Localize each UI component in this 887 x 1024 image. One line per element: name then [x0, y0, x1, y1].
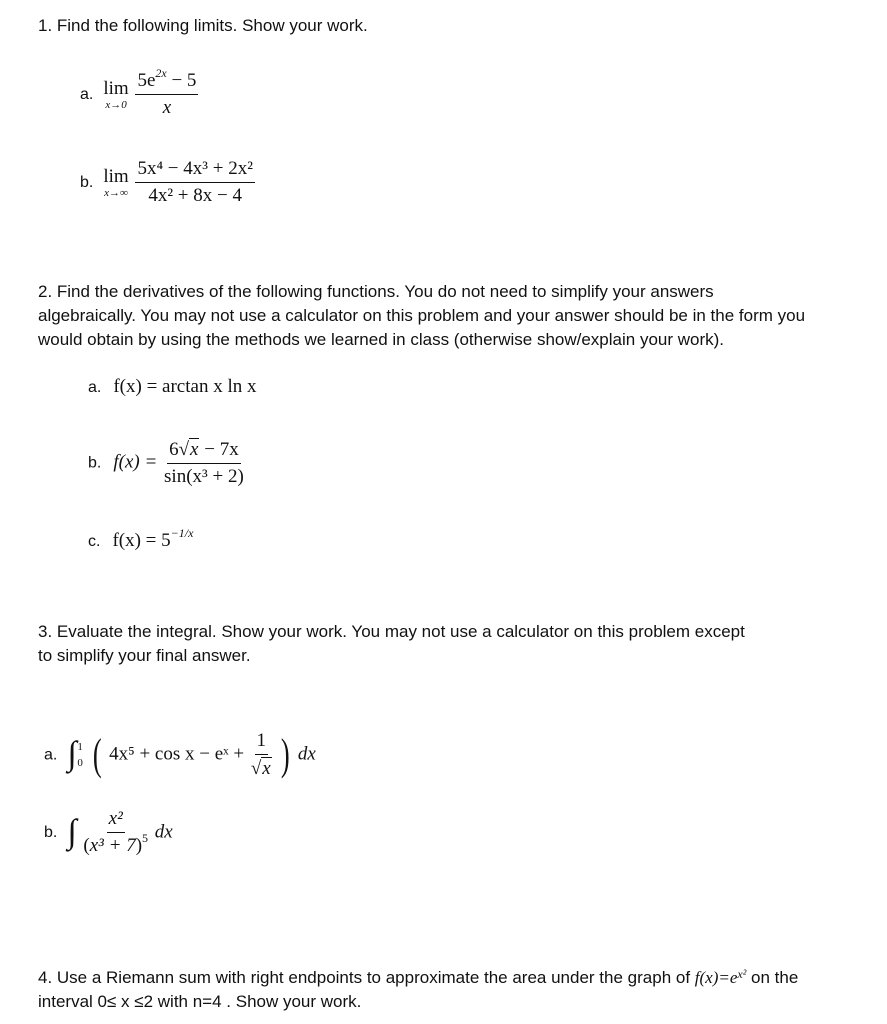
question-1b — [80, 158, 255, 207]
item-label: a. — [80, 86, 94, 104]
function-fraction: 6√ x − 7x sin(x³ + 2) — [164, 439, 244, 487]
integral-sign: ∫ — [67, 813, 77, 851]
question-2c: c. $f(x) = 5^{-1/x}$ — [88, 526, 194, 551]
question-3b: b. ∫ $\frac{\text{x²}}{(x^3 + 7)^5}$ dx — [44, 808, 173, 856]
item-label: b. — [44, 824, 58, 842]
limit-operator: lim x→∞ — [103, 166, 129, 199]
item-label: a. — [88, 379, 102, 396]
integral-limits: 1 0 — [77, 741, 83, 769]
question-3a: a. ∫ 1 0 ( 4x⁵ + cos x − eˣ + 1 √ x ) dx — [44, 730, 316, 779]
question-4-prompt: 4. Use a Riemann sum with right endpoints to approximate the area under the graph of $f(x)=e^{x^2}$ on the interval 0≤ x ≤2 with n=4 . Show your work. — [38, 967, 799, 1011]
question-2b: b. f(x) = 6√ x − 7x sin(x³ + 2) — [88, 439, 244, 487]
question-3-prompt: 3. Evaluate the integral. Show your work. You may not use a calculator on this problem except to simplify your final answer. — [38, 622, 745, 665]
item-label: b. — [88, 454, 102, 472]
item-label: b. — [80, 174, 94, 192]
limit-fraction: $\frac{\text{5x⁴ − 4x³ + 2x²}}{\text{4x² + 8x − 4}}$ — [137, 158, 253, 206]
question-1-prompt: 1. Find the following limits. Show your work. — [38, 16, 368, 35]
item-label: c. — [88, 533, 101, 550]
limit-operator: lim x→0 — [103, 78, 129, 111]
item-label: a. — [44, 746, 58, 764]
question-2a — [88, 376, 256, 398]
question-2-prompt: 2. Find the derivatives of the following functions. You do not need to simplify your answers algebraically. You may not use a calculator on this problem and your answer should be in the form you would obtain by using the methods we learned in class (otherwise show/explain your work). — [38, 282, 806, 349]
limit-fraction: $\frac{5e^{2x} - 5}{x}$ — [137, 66, 197, 118]
function-expression: f(x) = arctan x ln x — [113, 376, 257, 397]
question-1a — [80, 66, 198, 119]
integral-sign: ∫ — [67, 736, 77, 773]
